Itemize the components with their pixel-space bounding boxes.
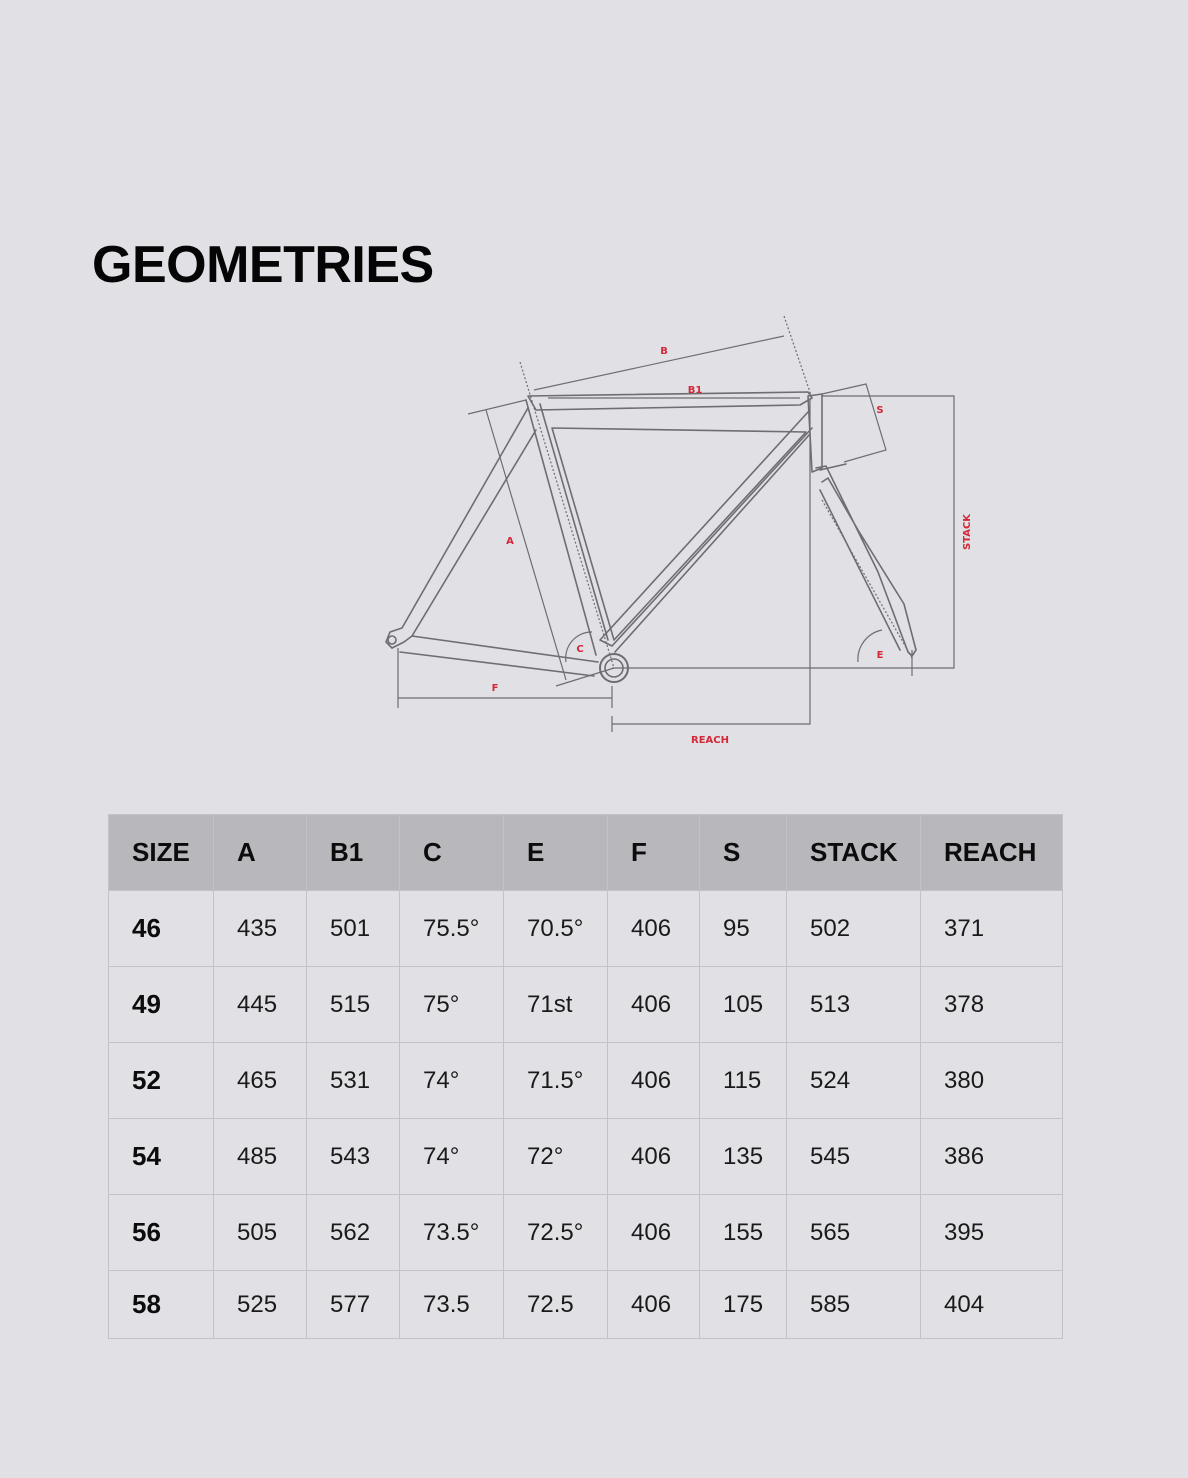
cell-b1: 515 (307, 967, 400, 1043)
cell-a: 445 (214, 967, 307, 1043)
cell-reach: 404 (921, 1271, 1063, 1339)
cell-a: 505 (214, 1195, 307, 1271)
table-row (109, 891, 1063, 967)
cell-reach: 371 (921, 891, 1063, 967)
cell-c: 74° (400, 1119, 504, 1195)
table-row (109, 1195, 1063, 1271)
cell-f: 406 (608, 1043, 700, 1119)
cell-b1: 531 (307, 1043, 400, 1119)
cell-a: 485 (214, 1119, 307, 1195)
cell-e: 72.5 (504, 1271, 608, 1339)
cell-reach: 395 (921, 1195, 1063, 1271)
table-row (109, 1271, 1063, 1339)
cell-e: 71st (504, 967, 608, 1043)
cell-size: 52 (109, 1043, 214, 1119)
header-a: A (214, 815, 307, 891)
seat-stay (386, 408, 528, 648)
cell-stack: 513 (787, 967, 921, 1043)
table-row (109, 967, 1063, 1043)
page-title: GEOMETRIES (92, 236, 434, 294)
cell-c: 73.5 (400, 1271, 504, 1339)
cell-size: 54 (109, 1119, 214, 1195)
cell-reach: 386 (921, 1119, 1063, 1195)
top-tube (528, 392, 812, 410)
cell-size: 58 (109, 1271, 214, 1339)
geometry-table (108, 814, 1063, 1339)
cell-e: 70.5° (504, 891, 608, 967)
header-stack: STACK (787, 815, 921, 891)
cell-s: 155 (700, 1195, 787, 1271)
cell-a: 465 (214, 1043, 307, 1119)
cell-c: 73.5° (400, 1195, 504, 1271)
cell-stack: 502 (787, 891, 921, 967)
cell-stack: 585 (787, 1271, 921, 1339)
label-e: E (876, 650, 884, 661)
cell-f: 406 (608, 967, 700, 1043)
cell-s: 95 (700, 891, 787, 967)
frame-geometry-diagram (370, 300, 990, 760)
cell-e: 72° (504, 1119, 608, 1195)
dim-stack-line (612, 396, 954, 668)
table-header-row (109, 815, 1063, 891)
cell-c: 75° (400, 967, 504, 1043)
cell-a: 435 (214, 891, 307, 967)
cell-size: 49 (109, 967, 214, 1043)
label-c: C (576, 644, 584, 655)
header-b1: B1 (307, 815, 400, 891)
header-size: SIZE (109, 815, 214, 891)
cell-reach: 378 (921, 967, 1063, 1043)
dim-b-line (534, 336, 784, 390)
cell-b1: 543 (307, 1119, 400, 1195)
cell-b1: 562 (307, 1195, 400, 1271)
cell-e: 72.5° (504, 1195, 608, 1271)
label-stack: STACK (962, 513, 973, 551)
dim-reach-line (612, 400, 810, 732)
cell-reach: 380 (921, 1043, 1063, 1119)
header-c: C (400, 815, 504, 891)
label-a: A (506, 536, 514, 547)
cell-a: 525 (214, 1271, 307, 1339)
cell-size: 56 (109, 1195, 214, 1271)
cell-c: 75.5° (400, 891, 504, 967)
seat-tube (526, 400, 596, 655)
cell-b1: 577 (307, 1271, 400, 1339)
table-row (109, 1043, 1063, 1119)
fork (816, 466, 916, 656)
cell-f: 406 (608, 1195, 700, 1271)
cell-b1: 501 (307, 891, 400, 967)
cell-e: 71.5° (504, 1043, 608, 1119)
label-b: B (660, 346, 668, 357)
front-triangle (552, 428, 806, 640)
header-s: S (700, 815, 787, 891)
cell-f: 406 (608, 1271, 700, 1339)
header-reach: REACH (921, 815, 1063, 891)
cell-size: 46 (109, 891, 214, 967)
cell-c: 74° (400, 1043, 504, 1119)
header-e: E (504, 815, 608, 891)
cell-s: 135 (700, 1119, 787, 1195)
cell-stack: 524 (787, 1043, 921, 1119)
label-f: F (491, 683, 499, 694)
down-tube (600, 412, 812, 646)
frame-geometry-svg (370, 300, 990, 760)
cell-s: 175 (700, 1271, 787, 1339)
cell-stack: 545 (787, 1119, 921, 1195)
cell-f: 406 (608, 891, 700, 967)
label-s: S (876, 405, 884, 416)
table-row (109, 1119, 1063, 1195)
cell-f: 406 (608, 1119, 700, 1195)
label-reach: REACH (691, 735, 729, 746)
label-b1: B1 (687, 385, 703, 396)
cell-s: 105 (700, 967, 787, 1043)
cell-s: 115 (700, 1043, 787, 1119)
header-f: F (608, 815, 700, 891)
cell-stack: 565 (787, 1195, 921, 1271)
rear-dropout (388, 636, 396, 644)
